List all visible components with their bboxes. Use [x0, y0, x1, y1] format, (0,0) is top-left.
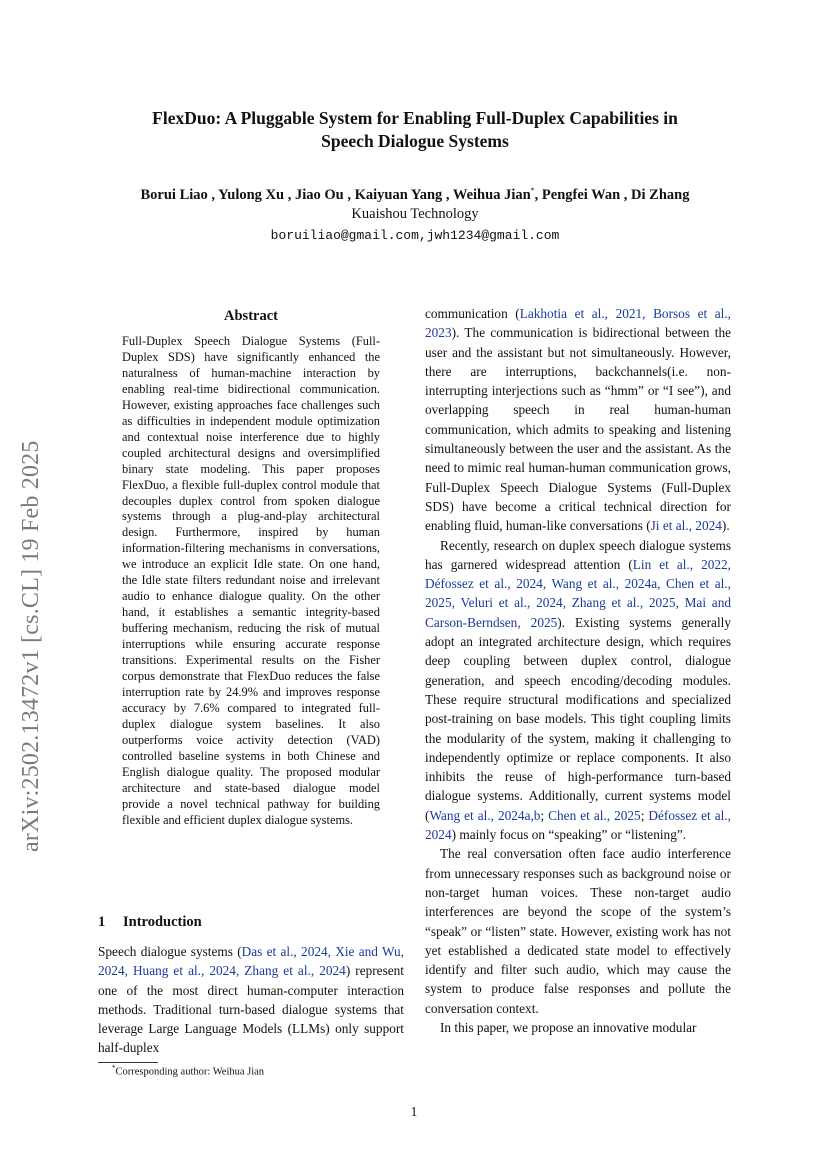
intro-paragraph-2	[425, 536, 731, 845]
citation-link[interactable]: Chen et al., 2025	[548, 807, 641, 823]
text-run: ;	[640, 807, 649, 823]
text-run: ) represent one of the most direct human-computer interaction methods. Traditional turn-based dialogue systems that leverage Large Language Models (LLMs) only support half-duplex	[98, 963, 405, 1056]
page-number: 1	[410, 1104, 418, 1119]
footnote-rule	[98, 1062, 158, 1063]
author-emails: boruiliao@gmail.com,jwh1234@gmail.com	[270, 228, 560, 243]
text-run: Speech dialogue systems (	[98, 944, 242, 959]
text-run: ). The communication is bidirectional between the user and the assistant but not simultaneously. However, there are interruptions, backchannels(i.e. non-interrupting interjections such as “hmm” or “I see”), and overlapping speech in real human-human communication, which admits to speaking and listening simultaneously between the user and the assistant. As the need to mimic real human-human communication grows, Full-Duplex Speech Dialogue Systems (Full-Duplex SDS) have become a critical technical direction for enabling fluid, human-like conversations (	[425, 325, 731, 534]
section-title: Introduction	[123, 914, 202, 930]
authors-part-1: Borui Liao , Yulong Xu , Jiao Ou , Kaiyuan Yang , Weihua Jian	[140, 186, 531, 203]
text-run: communication (	[425, 306, 520, 321]
citation-link[interactable]: Das et al., 2024, Xie and Wu, 2024, Huang et al., 2024, Zhang et al., 2024	[98, 944, 404, 979]
text-run: ). Existing systems generally adopt an integrated architecture design, which requires deep coupling between duplex control, dialogue generation, and speech encoding/decoding modules. These require structural modifications and specialized post-training on base models. This tight coupling limits the modularity of the system, making it challenging to independently optimize or replace components. It also inhibits the reuse of high-performance turn-based dialogue systems. Additionally, current systems model (	[425, 614, 731, 823]
corresponding-author-mark: *	[530, 186, 535, 195]
citation-link[interactable]: Lakhotia et al., 2021, Borsos et al., 2023	[425, 306, 732, 341]
citation-link[interactable]: Wang et al., 2024a,b	[429, 807, 541, 823]
text-run: ) mainly focus on “speaking” or “listening”.	[451, 827, 687, 843]
citation-link[interactable]: Défossez et al., 2024	[425, 807, 731, 843]
intro-paragraph-3: The real conversation often face audio interference from unnecessary responses such as background noise or non-target human voices. These non-target audio interferences are beyond the scope of the system’s “speak” or “listen” state. However, existing work has not yet established a dedicated state model to effectively identify and filter such audio, which may cause the system to produce false responses and pollute the conversation context.	[425, 846, 731, 1016]
abstract-body: Full-Duplex Speech Dialogue Systems (Full-Duplex SDS) have significantly enhanced the naturalness of human-machine interaction by enabling real-time bidirectional communication. However, existing approaches face challenges such as difficulties in independent module optimization and contextual noise interference due to highly coupled architectural designs and oversimplified binary state modeling. This paper proposes FlexDuo, a flexible full-duplex control module that decouples duplex control from spoken dialogue systems through a plug-and-play architectural design. Furthermore, inspired by human information-filtering mechanisms in conversations, we introduce an explicit Idle state. On one hand, the Idle state filters redundant noise and irrelevant audio to enhance dialogue quality. On the other hand, it establishes a semantic integrity-based buffering mechanism, reducing the risk of mutual interruptions while ensuring accurate response transitions. Experimental results on the Fisher corpus demonstrate that FlexDuo reduces the false interruption rate by 24.9% and improves response accuracy by 7.6% compared to integrated full-duplex dialogue system baselines. It also outperforms voice activity detection (VAD) controlled baseline systems in both Chinese and English dialogue quality. The proposed modular architecture and state-based dialogue model provide a novel technical pathway for building flexible and efficient duplex dialogue systems.	[122, 334, 380, 827]
paper-title	[90, 107, 740, 153]
intro-paragraph-1-continued	[425, 304, 731, 536]
text-run: ;	[540, 807, 549, 823]
arxiv-identifier: arXiv:2502.13472v1 [cs.CL] 19 Feb 2025	[18, 440, 44, 852]
section-number: 1	[98, 914, 106, 930]
footnote	[112, 1064, 264, 1078]
right-column	[425, 304, 731, 1037]
section-heading-introduction	[98, 914, 202, 931]
citation-link[interactable]: Ji et al., 2024	[650, 518, 722, 534]
footnote-mark: *	[112, 1064, 116, 1072]
authors-part-2: , Pengfei Wan , Di Zhang	[534, 186, 690, 203]
footnote-text: Corresponding author: Weihua Jian	[115, 1066, 265, 1078]
citation-link[interactable]: Lin et al., 2022, Défossez et al., 2024, Wang et al., 2024a, Chen et al., 2025, Veluri et al., 2024, Zhang et al., 2025, Mai and Carson-Berndsen, 2025	[425, 556, 731, 630]
title-line-2: Speech Dialogue Systems	[321, 131, 509, 151]
text-run: ).	[721, 518, 730, 534]
text-run: Recently, research on duplex speech dialogue systems has garnered widespread attention (	[425, 537, 731, 572]
abstract-heading: Abstract	[224, 308, 278, 324]
intro-paragraph-1	[98, 942, 404, 1058]
affiliation: Kuaishou Technology	[351, 206, 479, 222]
author-list	[80, 186, 750, 204]
intro-paragraph-4: In this paper, we propose an innovative modular	[440, 1019, 697, 1035]
title-line-1: FlexDuo: A Pluggable System for Enabling Full-Duplex Capabilities in	[152, 108, 678, 128]
